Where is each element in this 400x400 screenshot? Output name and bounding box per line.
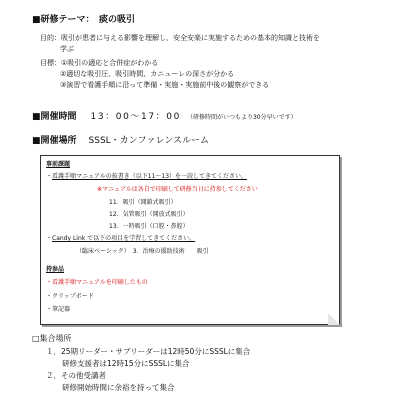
instructions-note-box bbox=[40, 155, 340, 325]
session-place-value: SSSL・カンファレンスルーム bbox=[88, 136, 209, 146]
manual-item-13: 13．一時吸引（口腔・鼻腔） bbox=[109, 223, 189, 230]
session-time-label: ■開催時間 bbox=[32, 112, 77, 122]
meeting-item-2-detail: 研修開始時間に余裕を持って集合 bbox=[62, 383, 175, 392]
candy-link-text: Candy Link で以下の項目を学習してきてください。 bbox=[52, 235, 196, 242]
meeting-item-1: １．25期リーダー・サブリーダーは12時50分にSSSLに集合 bbox=[46, 347, 251, 356]
belongings-item-manual: ・看護手順マニュアルを印刷したもの bbox=[46, 279, 148, 286]
belongings-heading: 持参品 bbox=[46, 266, 65, 273]
belongings-item-clipboard: ・クリップボード bbox=[46, 293, 94, 300]
meeting-place-heading: □集合場所 bbox=[32, 334, 72, 343]
goal-line-3: ③演習で看護手順に沿って準備・実施・実施前中後の観察ができる bbox=[60, 81, 270, 89]
manual-item-12: 12．気管吸引（開放式吸引） bbox=[109, 211, 189, 218]
meeting-item-2: ２．その他受講者 bbox=[46, 371, 106, 380]
prework-heading: 事前課題 bbox=[46, 161, 71, 168]
purpose-line-2: 学ぶ bbox=[60, 45, 74, 53]
print-manual-notice: ※マニュアルは各自で印刷して研修当日に持参してください bbox=[97, 186, 258, 193]
goal-line-1: 目標：①吸引の適応と合併症がわかる bbox=[40, 59, 159, 67]
session-place-label: ■開催場所 bbox=[32, 136, 77, 146]
session-place bbox=[32, 137, 209, 146]
session-time-note: （研修時間がいつもより30分早いです） bbox=[186, 114, 297, 121]
prework-manual-line bbox=[46, 174, 247, 180]
training-theme-title: ■研修テーマ： 痰の吸引 bbox=[32, 15, 136, 25]
meeting-item-1-detail: 研修支援者は12時15分にSSSLに集合 bbox=[62, 359, 190, 368]
goal-line-2: ②適切な吸引圧、吸引時間、カニューレの深さが分かる bbox=[60, 70, 235, 78]
bullet: ・ bbox=[46, 235, 53, 242]
candy-link-course: （臨床ベーシック） 3．治療の援助技術 吸引 bbox=[76, 248, 209, 255]
session-time-value: 13：00～17：00 bbox=[90, 112, 181, 122]
purpose-line-1: 目的：吸引が患者に与える影響を理解し、安全安楽に実施するための基本的知識と技術を bbox=[40, 34, 320, 42]
manual-item-11: 11．吸引（開鎖式吸引） bbox=[109, 199, 177, 206]
page-curl-corner bbox=[328, 313, 340, 325]
prework-manual-text: 看護手順マニュアルの抜書き（以下11～13）を一読してきてください。 bbox=[52, 173, 248, 180]
session-time bbox=[32, 113, 297, 122]
candy-link-line bbox=[46, 236, 195, 242]
belongings-item-pen: ・筆記器 bbox=[46, 306, 71, 313]
bullet: ・ bbox=[46, 173, 53, 180]
